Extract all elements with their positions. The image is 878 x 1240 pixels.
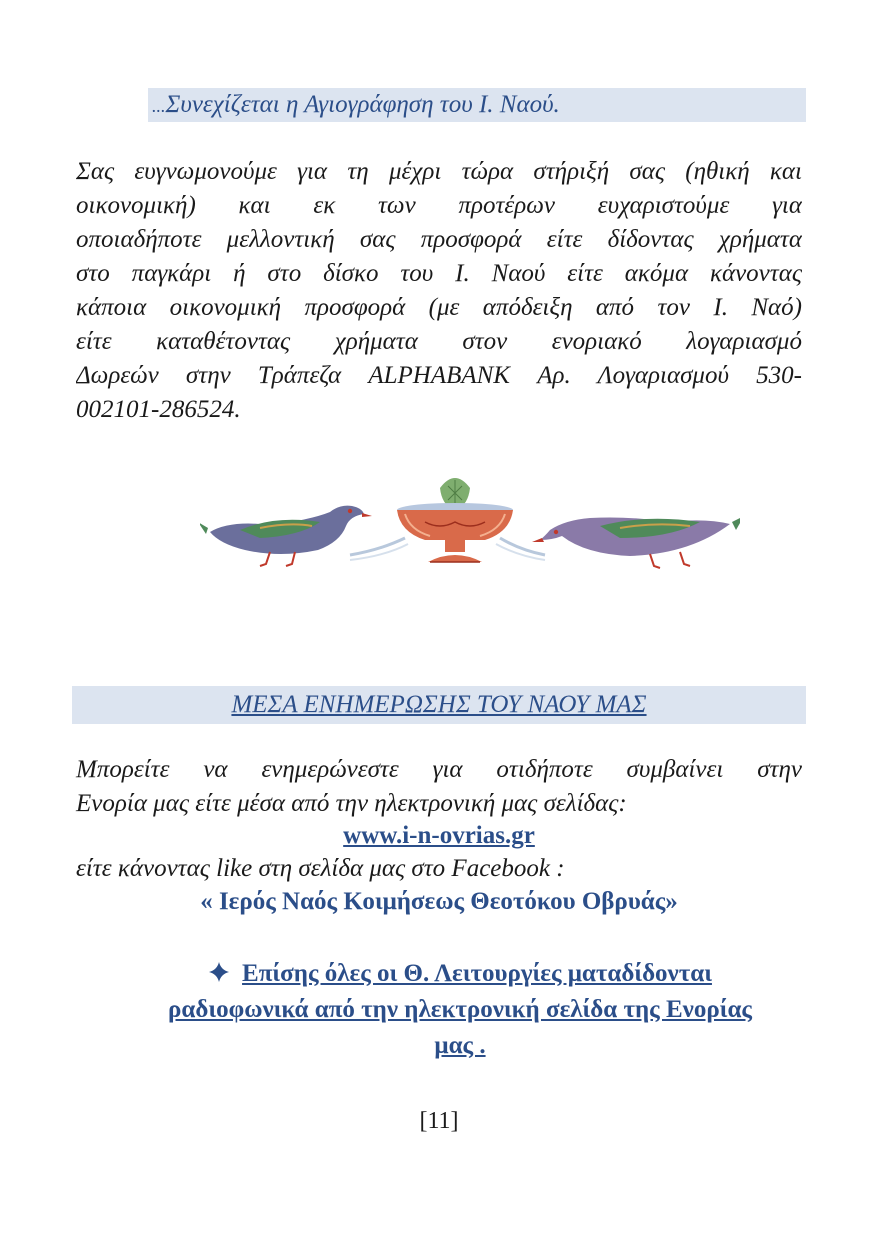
paragraph-line: είτε καταθέτοντας χρήματα στον ενοριακό λογαριασμό [76, 328, 802, 355]
facebook-page-name: « Ιερός Ναός Κοιμήσεως Θεοτόκου Οβρυάς» [200, 888, 678, 915]
banner-title-iconography: Συνεχίζεται η Αγιογράφηση του Ι. Ναού. [165, 91, 560, 118]
paragraph-line: 002101-286524. [76, 396, 241, 423]
paragraph-line: Μπορείτε να ενημερώνεστε για οτιδήποτε συμβαίνει στην [76, 756, 802, 783]
paragraph-line: οικονομική) και εκ των προτέρων ευχαριστούμε για [76, 192, 802, 219]
paragraph-line: Ενορία μας είτε μέσα από την ηλεκτρονική μας σελίδας: [76, 790, 627, 817]
media-paragraph [76, 753, 802, 821]
banner-ellipsis: ... [152, 96, 166, 116]
byzantine-birds-fountain-illustration [200, 470, 740, 580]
paragraph-line: Σας ευγνωμονούμε για τη μέχρι τώρα στήριξή σας (ηθική και [76, 158, 802, 185]
diamond-bullet-icon [208, 961, 230, 983]
paragraph-line: κάποια οικονομική προσφορά (με απόδειξη από τον Ι. Ναό) [76, 294, 802, 321]
banner-title-media: ΜΕΣΑ ΕΝΗΜΕΡΩΣΗΣ ΤΟΥ ΝΑΟΥ ΜΑΣ [231, 691, 647, 718]
paragraph-line: Δωρεών στην Τράπεζα ALPHABANK Αρ. Λογαριασμού 530- [76, 362, 802, 389]
donation-paragraph [76, 155, 802, 427]
section-banner-media [72, 686, 806, 724]
paragraph-line: στο παγκάρι ή στο δίσκο του Ι. Ναού είτε ακόμα κάνοντας [76, 260, 802, 287]
page-number: [11] [419, 1108, 459, 1134]
left-bird-icon [200, 506, 372, 566]
right-bird-icon [532, 516, 740, 568]
fountain-icon [397, 478, 513, 562]
section-banner-iconography [148, 88, 806, 122]
paragraph-line: οποιαδήποτε μελλοντική σας προσφορά είτε δίδοντας χρήματα [76, 226, 802, 253]
notice-line: Επίσης όλες οι Θ. Λειτουργίες ματαδίδονται [242, 960, 712, 987]
radio-broadcast-notice [110, 956, 810, 1064]
website-link[interactable]: www.i-n-ovrias.gr [343, 822, 535, 849]
notice-line: ραδιοφωνικά από την ηλεκτρονική σελίδα της Ενορίας [168, 996, 752, 1023]
facebook-like-text: είτε κάνοντας like στη σελίδα μας στο Facebook : [76, 855, 565, 882]
notice-line: μας . [434, 1032, 486, 1059]
